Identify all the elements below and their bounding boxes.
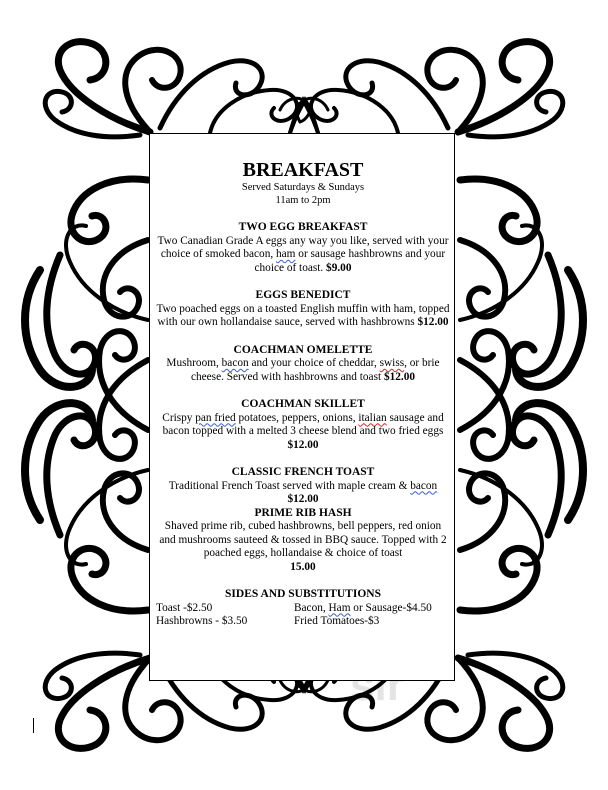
desc-text: and your choice of cheddar, (248, 357, 380, 369)
item-name: CLASSIC FRENCH TOAST (231, 466, 375, 478)
spelling-flag-word: italian (358, 411, 387, 424)
item-description (156, 412, 450, 453)
side-toast: Toast -$2.50 (156, 601, 213, 614)
menu-item-skillet (156, 398, 450, 452)
item-price: $12.00 (287, 438, 319, 451)
menu-item-benedict (156, 289, 450, 330)
menu-item-two-egg (156, 221, 450, 275)
desc-text: or sausage hashbrowns and your choice of toast. (254, 248, 446, 274)
menu-item-french-toast (156, 466, 450, 507)
desc-text: Traditional French Toast served with maple cream & (168, 479, 411, 492)
side-bacon-ham-sausage (294, 602, 450, 616)
page-title: BREAKFAST (242, 159, 364, 181)
side-text: or Sausage-$4.50 (350, 601, 432, 614)
item-description (156, 303, 450, 330)
item-description (156, 357, 450, 384)
item-description (156, 520, 450, 574)
menu-panel (149, 133, 455, 681)
item-description (156, 480, 450, 507)
sides-list (156, 602, 450, 629)
item-price: $12.00 (287, 493, 319, 505)
desc-text: Shaved prime rib, cubed hashbrowns, bell peppers, red onion and mushrooms sauteed & tossed in BBQ sauce. Topped with 2 poached eggs, hollandaise & choice of toast (159, 520, 447, 559)
grammar-flag-word: bacon (221, 357, 249, 369)
side-fried-tomatoes: Fried Tomatoes-$3 (294, 615, 380, 627)
desc-text: Mushroom, (166, 357, 222, 369)
item-name: EGGS BENEDICT (255, 289, 351, 301)
desc-text: Crispy (162, 411, 196, 424)
menu-item-omelette (156, 344, 450, 385)
desc-text: Two poached eggs on a toasted English muffin with ham, topped with our own hollandaise sauce, served with hashbrowns (156, 302, 450, 328)
grammar-flag-word: bacon (410, 479, 438, 492)
sides-heading: SIDES AND SUBSTITUTIONS (225, 588, 381, 600)
grammar-flag-word: Ham (328, 601, 351, 614)
served-hours: 11am to 2pm (275, 194, 331, 206)
text-cursor (33, 718, 34, 733)
menu-content (156, 158, 450, 629)
item-name: COACHMAN SKILLET (241, 398, 365, 410)
side-text: Bacon, (294, 601, 329, 614)
spelling-flag-word: swiss (379, 357, 405, 369)
item-name: TWO EGG BREAKFAST (238, 221, 368, 233)
grammar-flag-word: ham (276, 248, 296, 260)
item-name: PRIME RIB HASH (254, 506, 352, 519)
desc-text: , or brie cheese. Served with hashbrowns and toast (190, 357, 440, 383)
item-price: $12.00 (383, 370, 416, 383)
item-price: 15.00 (290, 560, 316, 573)
item-price: $12.00 (417, 316, 449, 328)
served-days: Served Saturdays & Sundays (241, 182, 365, 193)
sides-section (156, 588, 450, 629)
grammar-flag-word: pan fried (195, 411, 236, 424)
item-price: $9.00 (326, 261, 352, 274)
desc-text: sausage and bacon topped with a melted 3 cheese blend and two fried eggs (162, 411, 444, 437)
menu-item-prime-rib (156, 507, 450, 575)
desc-text: potatoes, peppers, onions, (235, 411, 359, 424)
item-description (156, 235, 450, 276)
desc-text: Two Canadian Grade A eggs any way you like, served with your choice of smoked bacon, (157, 234, 449, 260)
item-name: COACHMAN OMELETTE (233, 343, 373, 356)
side-hashbrowns: Hashbrowns - $3.50 (156, 615, 248, 627)
